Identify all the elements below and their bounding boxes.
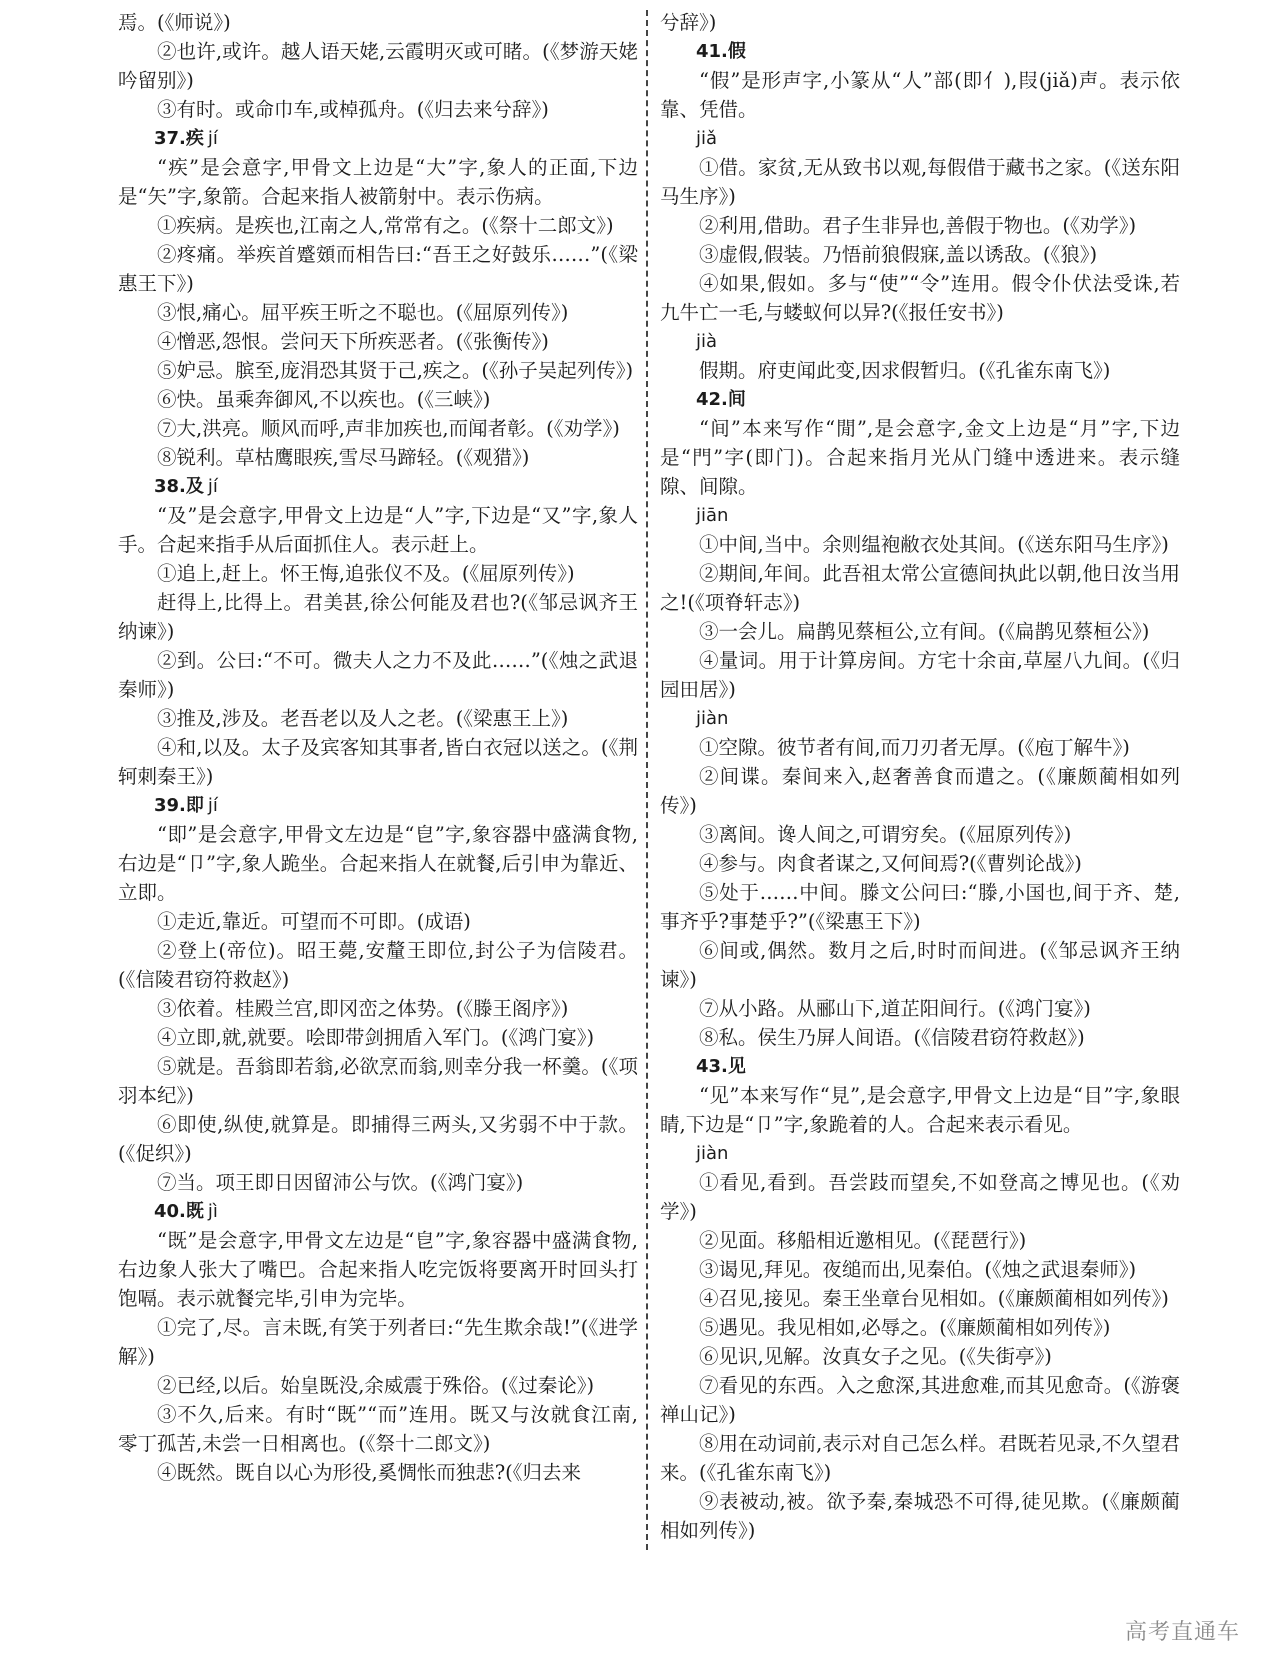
definition-paragraph: ①中间,当中。余则缊袍敝衣处其间。(《送东阳马生序》) <box>699 533 1169 556</box>
definition-paragraph: ⑦当。项王即日因留沛公与饮。(《鸿门宴》) <box>157 1171 524 1194</box>
definition-paragraph: ③谒见,拜见。夜缒而出,见秦伯。(《烛之武退秦师》) <box>699 1258 1137 1281</box>
definition-paragraph: ③有时。或命巾车,或棹孤舟。(《归去来兮辞》) <box>157 98 549 121</box>
definition-paragraph: ②登上(帝位)。昭王薨,安釐王即位,封公子为信陵君。(《信陵君窃符救赵》) <box>118 939 638 991</box>
definition-paragraph: “即”是会意字,甲骨文左边是“皀”字,象容器中盛满食物,右边是“卩”字,象人跪坐。合起来指人在就餐,后引申为靠近、立即。 <box>118 823 638 904</box>
definition-paragraph: ⑥快。虽乘奔御风,不以疾也。(《三峡》) <box>157 388 491 411</box>
definition-paragraph: ②期间,年间。此吾祖太常公宣德间执此以朝,他日汝当用之!(《项脊轩志》) <box>660 562 1180 614</box>
definition-paragraph: “间”本来写作“閒”,是会意字,金文上边是“月”字,下边是“門”字(即门)。合起来指月光从门缝中透进来。表示缝隙、间隙。 <box>660 417 1180 498</box>
definition-paragraph: ④如果,假如。多与“使”“令”连用。假令仆伏法受诛,若九牛亡一毛,与蝼蚁何以异?(《报任安书》) <box>660 272 1180 324</box>
definition-paragraph: 赶得上,比得上。君美甚,徐公何能及君也?(《邹忌讽齐王纳谏》) <box>118 591 638 643</box>
definition-paragraph: ⑧私。侯生乃屏人间语。(《信陵君窃符救赵》) <box>699 1026 1085 1049</box>
definition-paragraph: ⑧锐利。草枯鹰眼疾,雪尽马蹄轻。(《观猎》) <box>157 446 530 469</box>
definition-paragraph: “见”本来写作“見”,是会意字,甲骨文上边是“目”字,象眼睛,下边是“卩”字,象跪着的人。合起来表示看见。 <box>660 1084 1180 1136</box>
definition-paragraph: ①完了,尽。言未既,有笑于列者曰:“先生欺余哉!”(《进学解》) <box>118 1316 638 1368</box>
definition-paragraph: ③依着。桂殿兰宫,即冈峦之体势。(《滕王阁序》) <box>157 997 569 1020</box>
definition-paragraph: ④憎恶,怨恨。尝问天下所疾恶者。(《张衡传》) <box>157 330 549 353</box>
definition-paragraph: ②到。公曰:“不可。微夫人之力不及此……”(《烛之武退秦师》) <box>118 649 638 701</box>
definition-paragraph: ⑤妒忌。膑至,庞涓恐其贤于己,疾之。(《孙子吴起列传》) <box>157 359 634 382</box>
definition-paragraph: ③不久,后来。有时“既”“而”连用。既又与汝就食江南,零丁孤苦,未尝一日相离也。(《祭十二郎文》) <box>118 1403 638 1455</box>
definition-paragraph: ⑤就是。吾翁即若翁,必欲烹而翁,则幸分我一杯羹。(《项羽本纪》) <box>118 1055 638 1107</box>
entry-heading-text: 37.疾 <box>154 128 204 149</box>
definition-paragraph: ⑤处于……中间。滕文公问曰:“滕,小国也,间于齐、楚,事齐乎?事楚乎?”(《梁惠王下》) <box>660 881 1180 933</box>
definition-paragraph: “及”是会意字,甲骨文上边是“人”字,下边是“又”字,象人手。合起来指手从后面抓住人。表示赶上。 <box>118 504 638 556</box>
definition-paragraph: ②也许,或许。越人语天姥,云霞明灭或可睹。(《梦游天姥吟留别》) <box>118 40 638 92</box>
continued-text: 焉。(《师说》) <box>118 11 231 34</box>
definition-paragraph: ⑤遇见。我见相如,必辱之。(《廉颇蔺相如列传》) <box>699 1316 1111 1339</box>
definition-paragraph: ⑥间或,偶然。数月之后,时时而间进。(《邹忌讽齐王纳谏》) <box>660 939 1180 991</box>
definition-paragraph: ①借。家贫,无从致书以观,每假借于藏书之家。(《送东阳马生序》) <box>660 156 1180 208</box>
entry-heading <box>118 124 638 153</box>
definition-paragraph: “疾”是会意字,甲骨文上边是“大”字,象人的正面,下边是“矢”字,象箭。合起来指人被箭射中。表示伤病。 <box>118 156 638 208</box>
definition-paragraph: ②见面。移船相近邀相见。(《琵琶行》) <box>699 1229 1027 1252</box>
definition-paragraph: ④既然。既自以心为形役,奚惆怅而独悲?(《归去来 <box>157 1461 582 1484</box>
definition-paragraph: ⑧用在动词前,表示对自己怎么样。君既若见录,不久望君来。(《孔雀东南飞》) <box>660 1432 1180 1484</box>
definition-paragraph: ④召见,接见。秦王坐章台见相如。(《廉颇蔺相如列传》) <box>699 1287 1169 1310</box>
definition-paragraph: ④量词。用于计算房间。方宅十余亩,草屋八九间。(《归园田居》) <box>660 649 1180 701</box>
pinyin-reading: jiǎ <box>696 128 718 149</box>
entry-heading-text: 41.假 <box>696 41 746 62</box>
entry-heading <box>660 385 1180 414</box>
pinyin-reading: jià <box>696 331 718 352</box>
entry-heading-pinyin: jí <box>207 476 218 497</box>
definition-paragraph: “假”是形声字,小篆从“人”部(即亻),叚(jiǎ)声。表示依靠、凭借。 <box>660 69 1180 121</box>
definition-paragraph: ④参与。肉食者谋之,又何间焉?(《曹刿论战》) <box>699 852 1082 875</box>
definition-paragraph: ⑥见识,见解。汝真女子之见。(《失街亭》) <box>699 1345 1052 1368</box>
watermark: 高考直通车 <box>1124 1620 1240 1645</box>
pinyin-reading: jiàn <box>696 708 729 729</box>
entry-heading <box>660 37 1180 66</box>
entry-heading <box>118 791 638 820</box>
entry-heading-pinyin: jì <box>207 1201 218 1222</box>
column-divider <box>646 10 648 1550</box>
right-column <box>660 8 1180 1545</box>
definition-paragraph: ④立即,就,就要。哙即带剑拥盾入军门。(《鸿门宴》) <box>157 1026 595 1049</box>
entry-heading-text: 40.既 <box>154 1201 204 1222</box>
definition-paragraph: ⑦大,洪亮。顺风而呼,声非加疾也,而闻者彰。(《劝学》) <box>157 417 620 440</box>
definition-paragraph: ③离间。谗人间之,可谓穷矣。(《屈原列传》) <box>699 823 1072 846</box>
definition-paragraph: ①看见,看到。吾尝跂而望矣,不如登高之博见也。(《劝学》) <box>660 1171 1180 1223</box>
entry-heading <box>118 472 638 501</box>
entry-heading <box>660 1052 1180 1081</box>
definition-paragraph: 假期。府吏闻此变,因求假暂归。(《孔雀东南飞》) <box>699 359 1111 382</box>
definition-paragraph: ⑨表被动,被。欲予秦,秦城恐不可得,徒见欺。(《廉颇蔺相如列传》) <box>660 1490 1180 1542</box>
definition-paragraph: ①疾病。是疾也,江南之人,常常有之。(《祭十二郎文》) <box>157 214 614 237</box>
definition-paragraph: ②间谍。秦间来入,赵奢善食而遣之。(《廉颇蔺相如列传》) <box>660 765 1180 817</box>
definition-paragraph: ③恨,痛心。屈平疾王听之不聪也。(《屈原列传》) <box>157 301 569 324</box>
definition-paragraph: ②疼痛。举疾首蹙頞而相告曰:“吾王之好鼓乐……”(《梁惠王下》) <box>118 243 638 295</box>
entry-heading-pinyin: jí <box>207 128 218 149</box>
entry-heading <box>118 1197 638 1226</box>
definition-paragraph: “既”是会意字,甲骨文左边是“皀”字,象容器中盛满食物,右边象人张大了嘴巴。合起来指人吃完饭将要离开时回头打饱嗝。表示就餐完毕,引申为完毕。 <box>118 1229 638 1310</box>
left-column <box>118 8 638 1487</box>
entry-heading-text: 39.即 <box>154 795 204 816</box>
entry-heading-text: 38.及 <box>154 476 204 497</box>
definition-paragraph: ③一会儿。扁鹊见蔡桓公,立有间。(《扁鹊见蔡桓公》) <box>699 620 1150 643</box>
definition-paragraph: ⑦看见的东西。入之愈深,其进愈难,而其见愈奇。(《游褒禅山记》) <box>660 1374 1180 1426</box>
pinyin-reading: jiàn <box>696 1143 729 1164</box>
definition-paragraph: ②利用,借助。君子生非异也,善假于物也。(《劝学》) <box>699 214 1137 237</box>
entry-heading-text: 43.见 <box>696 1056 746 1077</box>
definition-paragraph: ①空隙。彼节者有间,而刀刃者无厚。(《庖丁解牛》) <box>699 736 1130 759</box>
definition-paragraph: ③虚假,假装。乃悟前狼假寐,盖以诱敌。(《狼》) <box>699 243 1098 266</box>
continued-text: 兮辞》) <box>660 11 717 34</box>
definition-paragraph: ⑦从小路。从郦山下,道芷阳间行。(《鸿门宴》) <box>699 997 1091 1020</box>
definition-paragraph: ⑥即使,纵使,就算是。即捕得三两头,又劣弱不中于款。(《促织》) <box>118 1113 638 1165</box>
definition-paragraph: ④和,以及。太子及宾客知其事者,皆白衣冠以送之。(《荆轲刺秦王》) <box>118 736 638 788</box>
definition-paragraph: ①走近,靠近。可望而不可即。(成语) <box>157 910 471 933</box>
entry-heading-text: 42.间 <box>696 389 746 410</box>
definition-paragraph: ③推及,涉及。老吾老以及人之老。(《梁惠王上》) <box>157 707 569 730</box>
entry-heading-pinyin: jí <box>207 795 218 816</box>
pinyin-reading: jiān <box>696 505 729 526</box>
definition-paragraph: ②已经,以后。始皇既没,余威震于殊俗。(《过秦论》) <box>157 1374 595 1397</box>
definition-paragraph: ①追上,赶上。怀王悔,追张仪不及。(《屈原列传》) <box>157 562 575 585</box>
